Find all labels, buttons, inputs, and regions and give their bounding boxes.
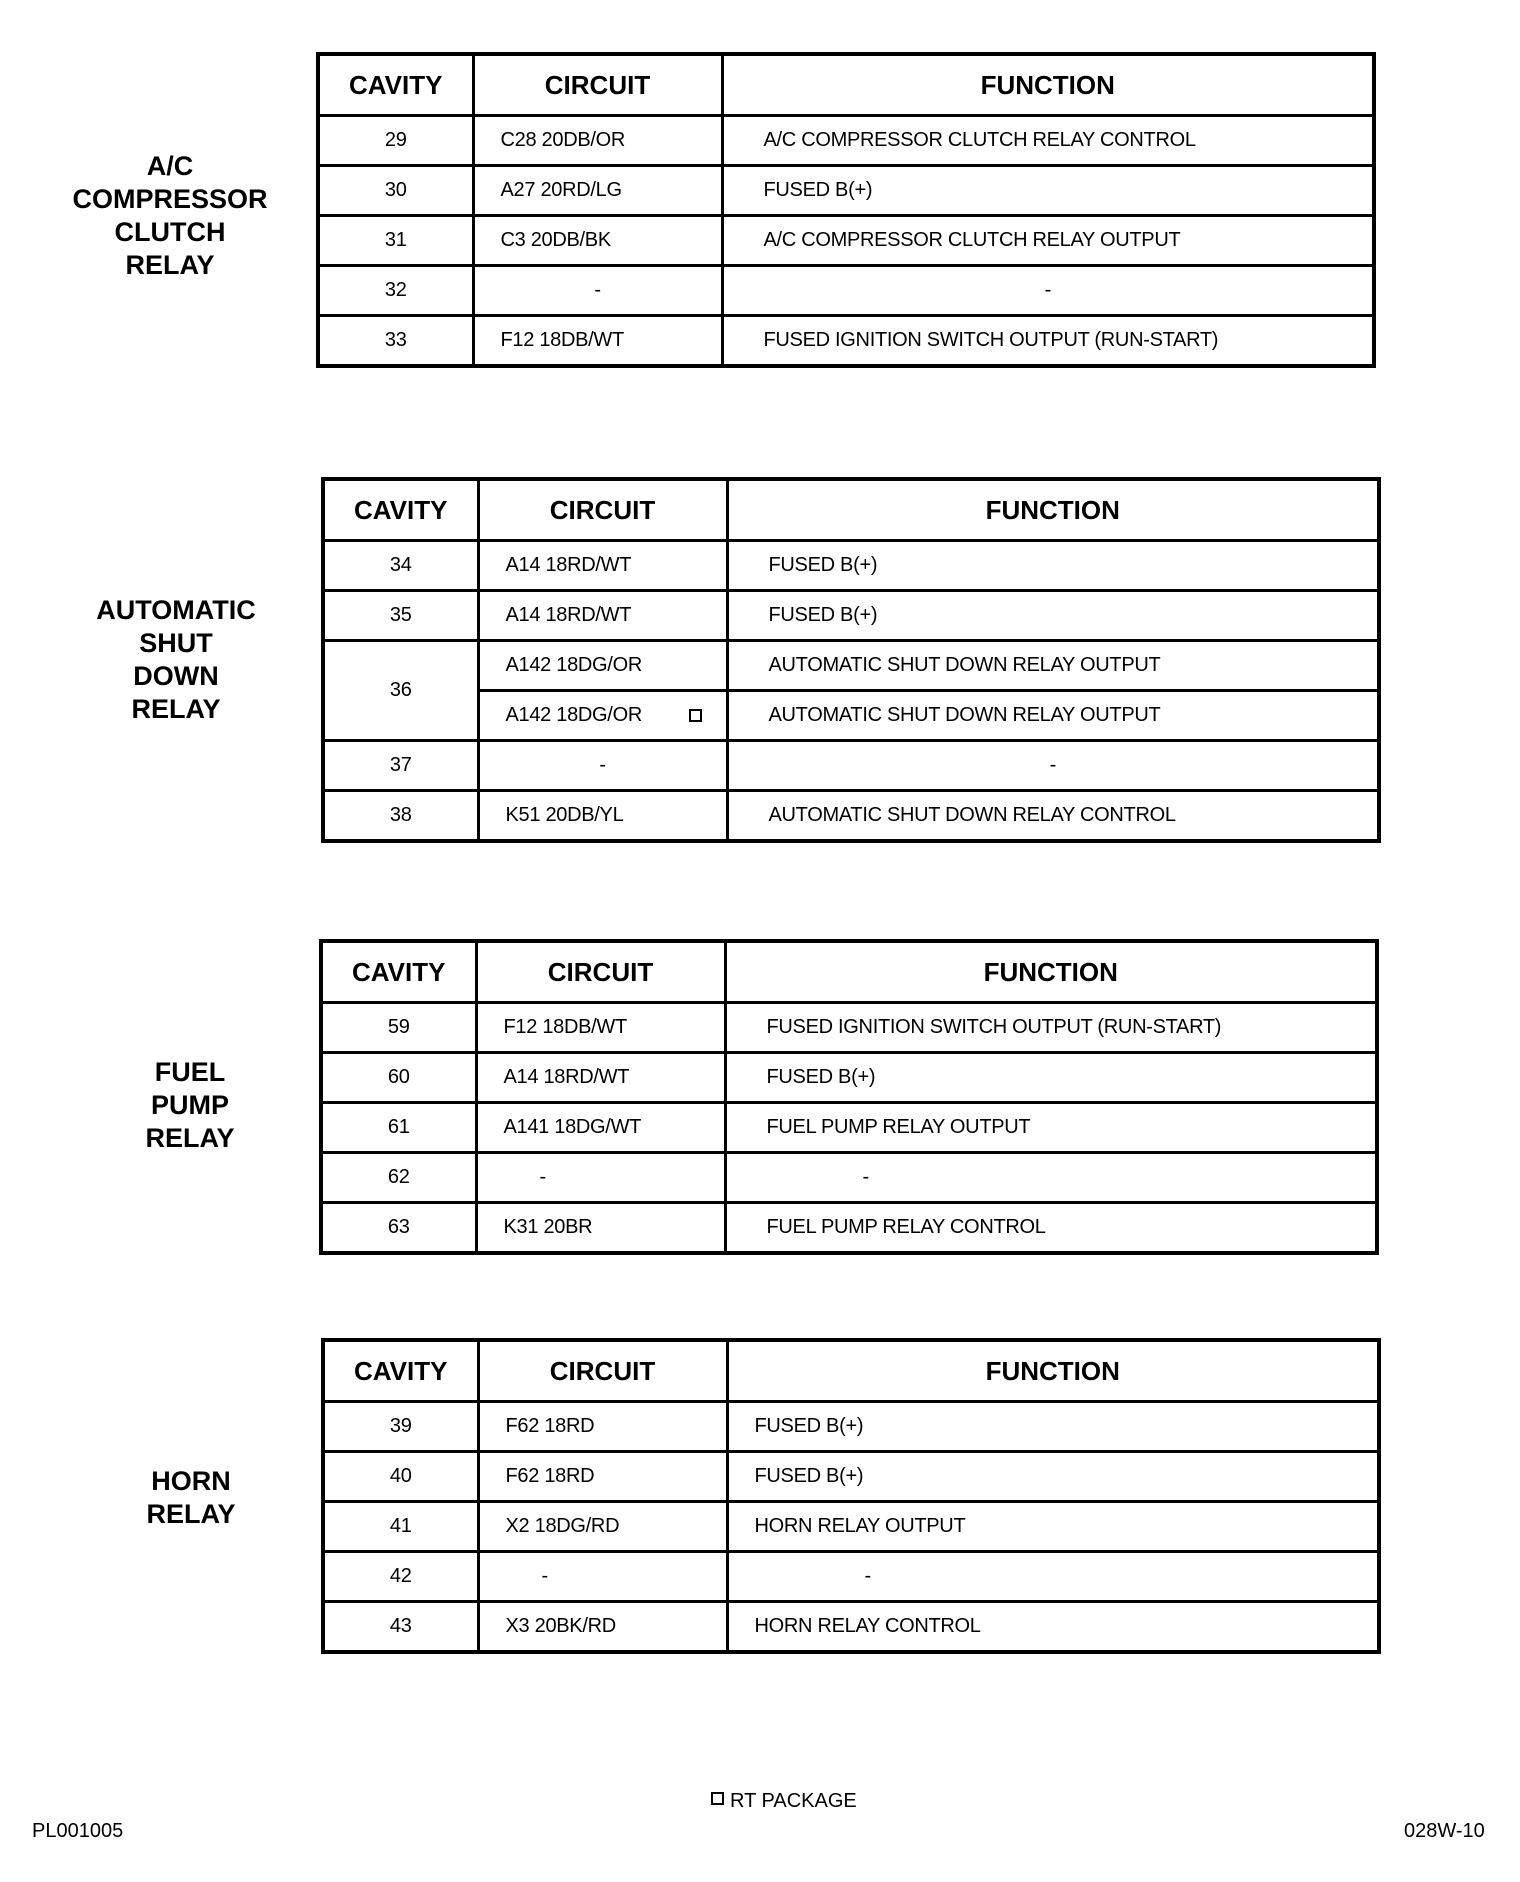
relay-label-line: HORN: [151, 1466, 231, 1496]
table-header-row: [321, 941, 1377, 1003]
circuit-cell: A27 20RD/LG: [473, 166, 722, 216]
cavity-cell: 36: [323, 641, 478, 741]
circuit-cell: K51 20DB/YL: [478, 791, 727, 842]
function-header: FUNCTION: [727, 1340, 1379, 1402]
cavity-cell: 34: [323, 541, 478, 591]
circuit-cell: C28 20DB/OR: [473, 116, 722, 166]
circuit-cell: X2 18DG/RD: [478, 1502, 727, 1552]
cavity-cell: 41: [323, 1502, 478, 1552]
function-header: FUNCTION: [722, 54, 1374, 116]
rt-package-note: [711, 1790, 857, 1813]
circuit-cell: X3 20BK/RD: [478, 1602, 727, 1653]
cavity-header: CAVITY: [323, 479, 478, 541]
table-row: [321, 1103, 1377, 1153]
cavity-cell: 43: [323, 1602, 478, 1653]
function-cell: AUTOMATIC SHUT DOWN RELAY OUTPUT: [727, 691, 1379, 741]
table-row: [323, 791, 1379, 842]
relay-label-line: RELAY: [146, 1499, 236, 1529]
relay-label-line: PUMP: [150, 1090, 229, 1120]
table-header-row: [323, 479, 1379, 541]
relay-label-line: A/C: [146, 151, 194, 181]
function-cell: HORN RELAY CONTROL: [727, 1602, 1379, 1653]
cavity-cell: 37: [323, 741, 478, 791]
relay-label-line: DOWN: [133, 661, 219, 691]
table-header-row: [323, 1340, 1379, 1402]
function-cell: A/C COMPRESSOR CLUTCH RELAY OUTPUT: [722, 216, 1374, 266]
figure-code-right: 028W-10: [1404, 1820, 1485, 1842]
table-row: [318, 216, 1374, 266]
function-cell: AUTOMATIC SHUT DOWN RELAY CONTROL: [727, 791, 1379, 842]
table-row: [323, 1602, 1379, 1653]
cavity-cell: 31: [318, 216, 473, 266]
table-row: [318, 266, 1374, 316]
function-cell: -: [727, 1552, 1379, 1602]
relay-label-line: SHUT: [139, 628, 213, 658]
table-row: [323, 1452, 1379, 1502]
table-row: [321, 1203, 1377, 1254]
function-cell: -: [725, 1153, 1377, 1203]
circuit-cell: A142 18DG/OR: [478, 641, 727, 691]
cavity-header: CAVITY: [318, 54, 473, 116]
relay-label-line: RELAY: [125, 250, 215, 280]
table-row: [321, 1153, 1377, 1203]
circuit-cell: F12 18DB/WT: [476, 1003, 725, 1053]
circuit-cell: A141 18DG/WT: [476, 1103, 725, 1153]
relay-label-horn: [81, 1465, 301, 1531]
function-cell: FUSED IGNITION SWITCH OUTPUT (RUN-START): [725, 1003, 1377, 1053]
cavity-cell: 32: [318, 266, 473, 316]
circuit-text: A142 18DG/OR: [505, 704, 642, 726]
circuit-cell: C3 20DB/BK: [473, 216, 722, 266]
relay-label-line: RELAY: [145, 1123, 235, 1153]
table-row: [323, 691, 1379, 741]
circuit-cell: F62 18RD: [478, 1452, 727, 1502]
circuit-cell: F62 18RD: [478, 1402, 727, 1452]
table-row: [323, 591, 1379, 641]
function-cell: -: [727, 741, 1379, 791]
cavity-cell: 38: [323, 791, 478, 842]
table-row: [323, 1402, 1379, 1452]
relay-label-automatic-shut-down: [66, 594, 286, 726]
function-cell: FUSED B(+): [725, 1053, 1377, 1103]
cavity-cell: 29: [318, 116, 473, 166]
relay-label-fuel-pump: [80, 1056, 300, 1155]
function-cell: FUSED B(+): [727, 1402, 1379, 1452]
circuit-header: CIRCUIT: [478, 1340, 727, 1402]
cavity-cell: 59: [321, 1003, 476, 1053]
table-header-row: [318, 54, 1374, 116]
table-row: [323, 1502, 1379, 1552]
function-cell: FUEL PUMP RELAY OUTPUT: [725, 1103, 1377, 1153]
function-header: FUNCTION: [727, 479, 1379, 541]
cavity-cell: 62: [321, 1153, 476, 1203]
function-cell: HORN RELAY OUTPUT: [727, 1502, 1379, 1552]
circuit-cell: A14 18RD/WT: [478, 541, 727, 591]
cavity-header: CAVITY: [323, 1340, 478, 1402]
rt-package-marker-icon: [711, 1792, 724, 1805]
circuit-cell-rt-package: [478, 691, 727, 741]
cavity-cell: 30: [318, 166, 473, 216]
relay-label-line: AUTOMATIC: [96, 595, 256, 625]
circuit-header: CIRCUIT: [478, 479, 727, 541]
circuit-cell: A14 18RD/WT: [476, 1053, 725, 1103]
relay-label-line: CLUTCH: [114, 217, 226, 247]
cavity-cell: 40: [323, 1452, 478, 1502]
circuit-header: CIRCUIT: [476, 941, 725, 1003]
cavity-cell: 63: [321, 1203, 476, 1254]
circuit-cell: -: [476, 1153, 725, 1203]
function-cell: FUSED B(+): [722, 166, 1374, 216]
relay-label-line: COMPRESSOR: [72, 184, 268, 214]
ac-compressor-clutch-relay-table: [316, 52, 1376, 368]
cavity-cell: 33: [318, 316, 473, 367]
function-cell: A/C COMPRESSOR CLUTCH RELAY CONTROL: [722, 116, 1374, 166]
function-cell: -: [722, 266, 1374, 316]
cavity-cell: 42: [323, 1552, 478, 1602]
relay-label-line: RELAY: [131, 694, 221, 724]
function-cell: FUSED B(+): [727, 591, 1379, 641]
function-header: FUNCTION: [725, 941, 1377, 1003]
circuit-cell: F12 18DB/WT: [473, 316, 722, 367]
function-cell: FUEL PUMP RELAY CONTROL: [725, 1203, 1377, 1254]
function-cell: AUTOMATIC SHUT DOWN RELAY OUTPUT: [727, 641, 1379, 691]
cavity-cell: 60: [321, 1053, 476, 1103]
figure-code-left: PL001005: [32, 1820, 124, 1842]
circuit-header: CIRCUIT: [473, 54, 722, 116]
table-row: [321, 1053, 1377, 1103]
relay-label-line: FUEL: [154, 1057, 226, 1087]
table-row: [323, 541, 1379, 591]
table-row: [323, 641, 1379, 691]
table-row: [318, 116, 1374, 166]
circuit-cell: -: [473, 266, 722, 316]
fuel-pump-relay-table: [319, 939, 1379, 1255]
automatic-shut-down-relay-table: [321, 477, 1381, 843]
table-row: [321, 1003, 1377, 1053]
function-cell: FUSED IGNITION SWITCH OUTPUT (RUN-START): [722, 316, 1374, 367]
circuit-cell: K31 20BR: [476, 1203, 725, 1254]
table-row: [323, 741, 1379, 791]
table-row: [323, 1552, 1379, 1602]
cavity-header: CAVITY: [321, 941, 476, 1003]
cavity-cell: 35: [323, 591, 478, 641]
table-row: [318, 166, 1374, 216]
circuit-cell: -: [478, 741, 727, 791]
cavity-cell: 61: [321, 1103, 476, 1153]
table-row: [318, 316, 1374, 367]
rt-package-note-text: RT PACKAGE: [730, 1790, 857, 1812]
function-cell: FUSED B(+): [727, 541, 1379, 591]
relay-label-ac-compressor-clutch: [60, 150, 280, 282]
function-cell: FUSED B(+): [727, 1452, 1379, 1502]
cavity-cell: 39: [323, 1402, 478, 1452]
rt-package-marker-icon: [689, 709, 702, 722]
horn-relay-table: [321, 1338, 1381, 1654]
circuit-cell: -: [478, 1552, 727, 1602]
circuit-cell: A14 18RD/WT: [478, 591, 727, 641]
